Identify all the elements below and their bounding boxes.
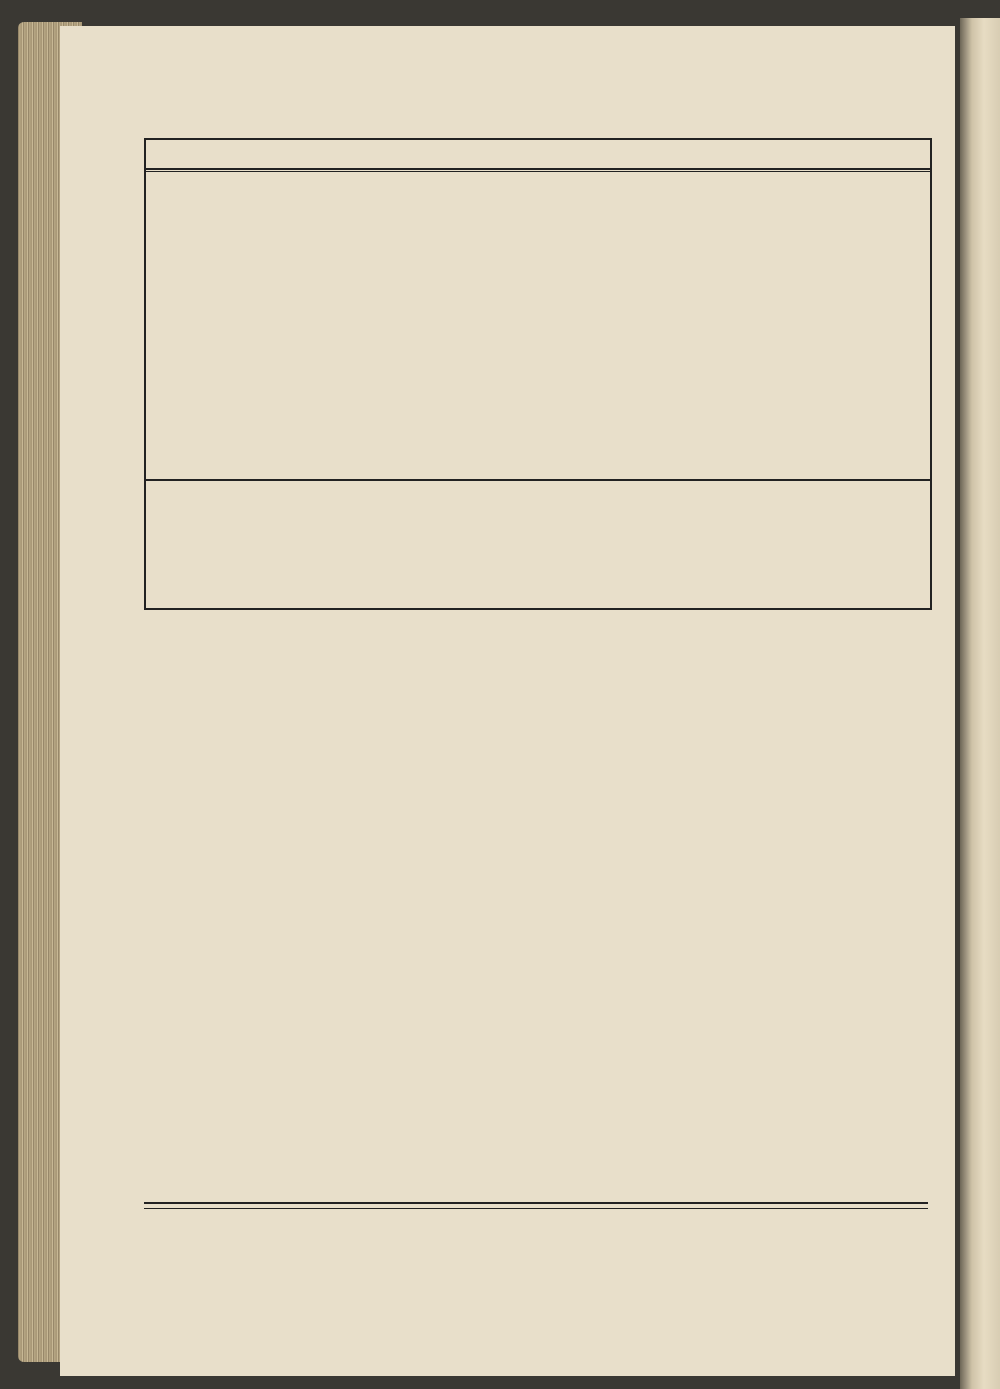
facing-page-edge: [960, 18, 1000, 1389]
footer-rule: [144, 1202, 928, 1204]
stock-table: [144, 138, 932, 610]
book-page: [60, 26, 955, 1376]
footer-rule-thin: [144, 1208, 928, 1209]
